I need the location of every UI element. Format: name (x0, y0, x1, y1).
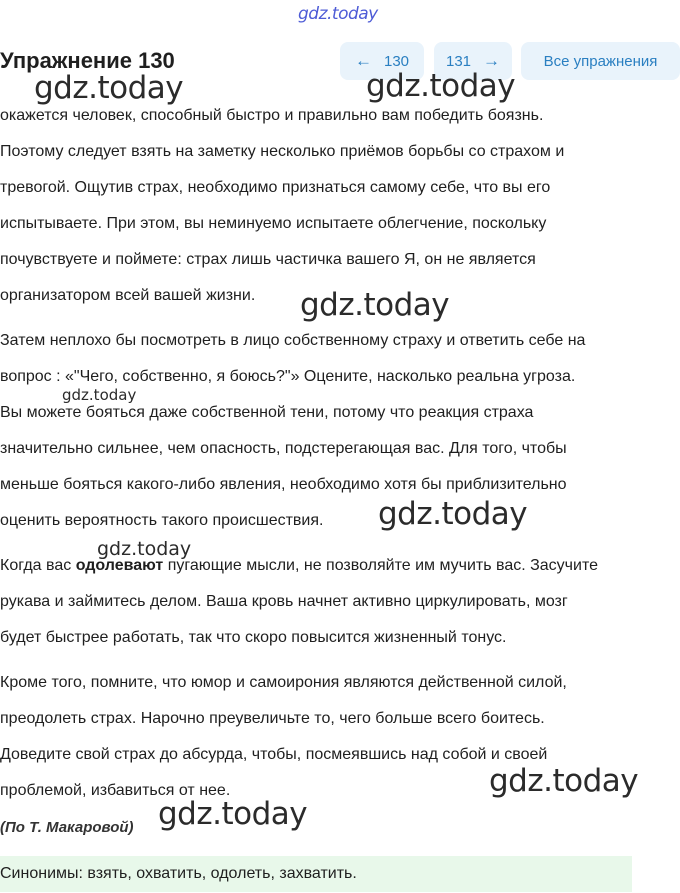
text-line: меньше бояться какого-либо явления, необходимо хотя бы приблизительно (0, 476, 567, 493)
text-line: Доведите свой страх до абсурда, чтобы, посмеявшись над собой и своей (0, 746, 548, 763)
synonyms-box: Синонимы: взять, охватить, одолеть, захватить. (0, 856, 632, 892)
text-line: значительно сильнее, чем опасность, подстерегающая вас. Для того, чтобы (0, 440, 567, 457)
next-exercise-label: 131 (445, 52, 472, 70)
watermark: gdz.today (34, 70, 184, 106)
watermark: gdz.today (158, 796, 308, 832)
text-line: окажется человек, способный быстро и правильно вам победить боязнь. (0, 107, 544, 124)
watermark: gdz.today (366, 68, 516, 104)
text-line: Поэтому следует взять на заметку несколько приёмов борьбы со страхом и (0, 143, 565, 160)
watermark: gdz.today (378, 496, 528, 532)
text-line: тревогой. Ощутив страх, необходимо признаться самому себе, что вы его (0, 179, 551, 196)
text-line: рукава и займитесь делом. Ваша кровь начнет активно циркулировать, мозг (0, 593, 568, 610)
text-line: проблемой, избавиться от нее. (0, 782, 231, 799)
text-line: почувствуете и поймете: страх лишь частичка вашего Я, он не является (0, 251, 536, 268)
text-line: Вы можете бояться даже собственной тени, потому что реакция страха (0, 404, 534, 421)
text-line: Затем неплохо бы посмотреть в лицо собственному страху и ответить себе на (0, 332, 586, 349)
paragraph-2 (0, 323, 680, 539)
prev-exercise-label: 130 (383, 52, 410, 70)
text-line: будет быстрее работать, так что скоро повысится жизненный тонус. (0, 629, 507, 646)
watermark: gdz.today (62, 386, 137, 404)
text-fragment: Когда вас (0, 557, 76, 574)
watermark-top: gdz.today (298, 4, 378, 24)
page-title: Упражнение 130 (0, 48, 175, 73)
watermark: gdz.today (300, 287, 450, 323)
exercise-text (0, 98, 680, 845)
author-credit: (По Т. Макаровой) (0, 819, 134, 836)
paragraph-3 (0, 548, 680, 656)
arrow-right-icon: → (483, 51, 501, 70)
paragraph-1 (0, 98, 680, 314)
text-line: оценить вероятность такого происшествия. (0, 512, 324, 529)
all-exercises-button[interactable] (521, 42, 680, 80)
watermark: gdz.today (97, 538, 192, 560)
text-line: вопрос : «"Чего, собственно, я боюсь?"» Оцените, насколько реальна угроза. (0, 368, 576, 385)
text-line: преодолеть страх. Нарочно преувеличьте то, чего больше всего боитесь. (0, 710, 545, 727)
arrow-left-icon: ← (354, 51, 372, 70)
text-line: испытываете. При этом, вы неминуемо испытаете облегчение, поскольку (0, 215, 547, 232)
text-line: организатором всей вашей жизни. (0, 287, 256, 304)
text-line: Кроме того, помните, что юмор и самоирония являются действенной силой, (0, 674, 567, 691)
bold-word: одолевают (75, 557, 164, 574)
watermark: gdz.today (489, 763, 639, 799)
text-fragment: пугающие мысли, не позволяйте им мучить вас. Засучите (163, 557, 598, 574)
all-exercises-label: Все упражнения (543, 52, 658, 70)
